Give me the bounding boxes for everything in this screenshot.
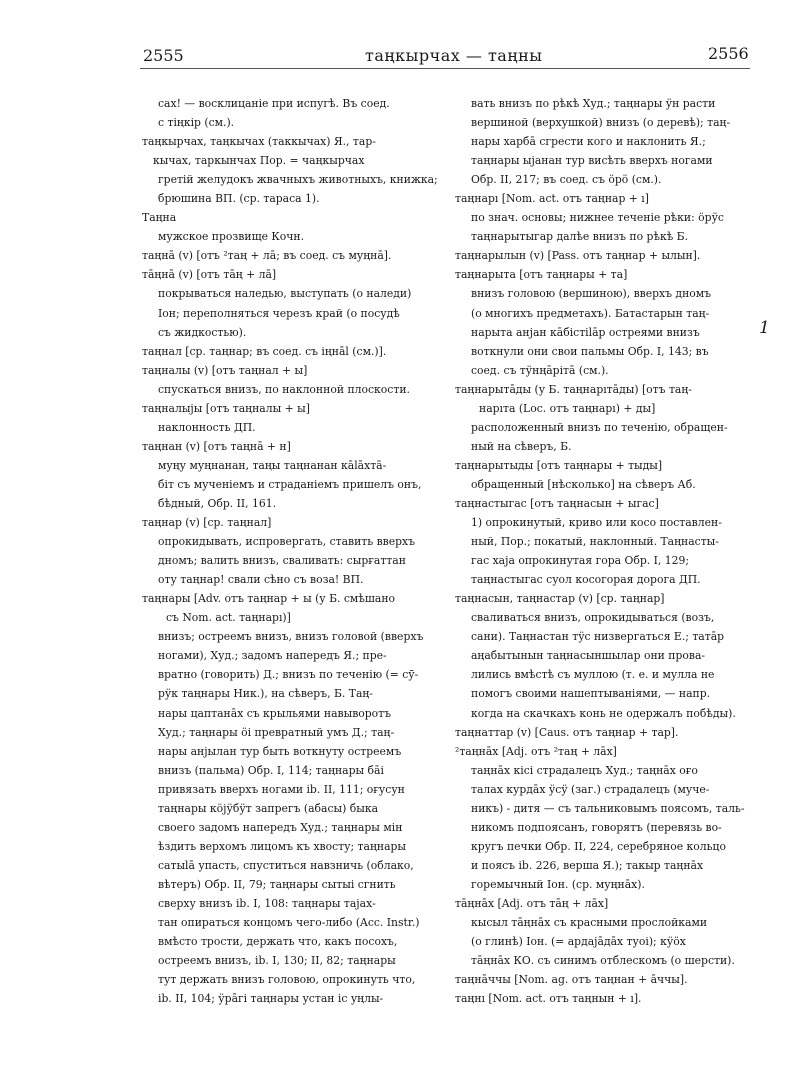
entry-line: никъ) - дитя — съ тальниковымъ поясомъ, таль- (471, 801, 745, 815)
entry-line: съ жидкостью). (158, 325, 247, 339)
entry-line: брюшина ВП. (ср. тараса 1). (158, 192, 320, 206)
headword-line: таңналыjы [отъ таңналы + ы] (142, 401, 310, 415)
entry-line: нарıта (Loc. отъ таңнарı) + ды] (479, 401, 656, 415)
entry-line: никомъ подпоясанъ, говорятъ (перевязь во- (471, 820, 722, 834)
page-number-left: 2555 (143, 46, 184, 65)
entry-line: тут держать внизъ головою, опрокинуть что, (158, 973, 416, 987)
entry-line: нары цаптанāх съ крыльями навыворотъ (158, 706, 392, 720)
headword-line: таңнан (v) [отъ таңнā + н] (142, 439, 291, 453)
entry-line: таңнāх кісі страдалецъ Худ.; таңнāх оғо (471, 763, 698, 777)
left-column (142, 94, 453, 1008)
entry-line: кругъ печки Обр. II, 224, серебряное кольцо (471, 839, 726, 853)
headword-line: Таңна (142, 211, 177, 225)
entry-line: соед. съ тӱнңāрітā (см.). (471, 363, 609, 377)
entry-line: спускаться внизъ, по наклонной плоскости. (158, 382, 410, 396)
entry-line: 1) опрокинутый, криво или косо поставлен- (471, 516, 722, 530)
headword-line: таңнарыта [отъ таңнары + та] (455, 268, 628, 282)
entry-line: вать внизъ по рѣкѣ Худ.; таңнары ӱн расти (471, 97, 716, 110)
entry-line: сатыlā упасть, спуститься навзничь (облако, (158, 858, 414, 872)
entry-line: привязать вверхъ ногами ib. II, 111; оғусун (158, 782, 405, 796)
entry-line: таңнарытыгар далѣе внизъ по рѣкѣ Б. (471, 230, 689, 244)
headword-line: таңкырчах, таңкычах (таккычах) Я., тар- (142, 135, 376, 149)
headword-line: таңнаттар (v) [Caus. отъ таңнар + тар]. (455, 725, 679, 739)
headword-line: таңнар (v) [ср. таңнал] (142, 516, 272, 530)
entry-line: таңнастыгас суол косогорая дорога ДП. (471, 573, 701, 587)
entry-line: сани). Таңнастан тӱс низвергаться Е.; татāр (471, 630, 725, 644)
headword-line: таңнāччы [Nom. ag. отъ таңнан + āччы]. (455, 973, 688, 987)
entry-line: горемычный Іон. (ср. муңнāх). (471, 877, 645, 891)
entry-line: кычах, таркынчах Пор. = чаңкырчах (153, 154, 365, 168)
headword-line: таңнарытыды [отъ таңнары + тыды] (455, 458, 663, 472)
entry-line: опрокидывать, испровергать, ставить вверхъ (158, 535, 415, 549)
headword-line: таңнасын, таңнастар (v) [ср. таңнар] (455, 592, 665, 606)
entry-line: гретій желудокъ жвачныхъ животныхъ, книжка; (158, 173, 438, 187)
entry-line: и поясъ ib. 226, верша Я.); такыр таңнāх (471, 858, 704, 872)
entry-line: аңабытынын таңнасыншылар они прова- (471, 649, 706, 663)
headword-line: таңнарı [Nom. act. отъ таңнар + ı] (455, 192, 649, 206)
headword-line: таңнал [ср. таңнар; въ соед. съ іңнāl (см.)]. (142, 344, 387, 358)
right-column (455, 94, 763, 1008)
entry-line: съ Nom. act. таңнарı)] (166, 611, 291, 625)
entry-line: талах курдāх ӱсӱ (заг.) страдалецъ (муче- (471, 782, 710, 796)
headword-line: таңналы (v) [отъ таңнал + ы] (142, 363, 308, 377)
entry-line: расположенный внизъ по теченію, обращен- (471, 420, 728, 434)
entry-line: внизъ; остреемъ внизъ, внизъ головой (вверхъ (158, 630, 424, 644)
entry-line: обращенный [нѣсколько] на сѣверъ Аб. (471, 477, 696, 491)
entry-line: вмѣсто трости, держать что, какъ посохъ, (158, 935, 398, 949)
headword-line: таңнарытāды (у Б. таңнарıтāды) [отъ таң- (455, 382, 692, 396)
entry-line: біт съ мученіемъ и страданіемъ пришелъ онъ, (158, 477, 422, 491)
entry-line: Обр. II, 217; въ соед. съ öрö (см.). (471, 173, 662, 187)
entry-line: кысыл тāңнāх съ красными прослойками (471, 916, 708, 930)
entry-line: внизъ (пальма) Обр. I, 114; таңнары бāі (158, 763, 384, 777)
entry-line: таңнары ыjанан тур висѣть вверхъ ногами (471, 154, 713, 168)
entry-line: нары харбā сгрести кого и наклонить Я.; (471, 135, 706, 149)
entry-line: ный на сѣверъ, Б. (471, 439, 572, 453)
headword-line: ²таңнāх [Adj. отъ ²таң + лāх] (455, 744, 617, 758)
entry-line: нары анjылан тур быть воткнуту остреемъ (158, 744, 402, 758)
entry-line: Іон; переполняться черезъ край (о посудѣ (158, 306, 400, 320)
entry-line: дномъ; валить внизъ, сваливать: сырғаттан (158, 554, 406, 568)
entry-line: сах! — восклицаніе при испугѣ. Въ соед. (158, 97, 390, 110)
headword-line: тāңнā (v) [отъ тāң + лā] (142, 268, 277, 282)
header-rule (140, 68, 750, 69)
entry-line: вершиной (верхушкой) внизъ (о деревѣ); таң- (471, 116, 731, 130)
entry-line: бѣдный, Обр. II, 161. (158, 496, 277, 510)
entry-line: гас хаjа опрокинутая гора Обр. I, 129; (471, 554, 690, 568)
entry-line: ногами), Худ.; задомъ напередъ Я.; пре- (158, 649, 387, 663)
entry-line: остреемъ внизъ, ib. I, 130; II, 82; таңнары (158, 954, 396, 968)
entry-line: оту таңнар! свали сѣно съ воза! ВП. (158, 573, 364, 587)
entry-line: сверху внизъ ib. I, 108: таңнары таjах- (158, 896, 376, 910)
entry-line: ib. II, 104; ӱрāгі таңнары устан іс уңлы- (158, 992, 384, 1006)
headword-line: таңнā (v) [отъ ²таң + лā; въ соед. съ муңнā]. (142, 249, 392, 263)
margin-mark: 1 (759, 318, 770, 338)
entry-line: внизъ головою (вершиною), вверхъ дномъ (471, 287, 712, 301)
entry-line: ный, Пор.; покатый, наклонный. Таңнасты- (471, 535, 719, 549)
entry-line: нарыта анjан кāбістіlāр остреями внизъ (471, 325, 700, 339)
entry-line: (о многихъ предметахъ). Батастарын таң- (471, 306, 710, 320)
entry-line: Худ.; таңнары öі превратный умъ Д.; таң- (158, 725, 395, 739)
entry-line: ѣздить верхомъ лицомъ къ хвосту; таңнары (158, 839, 407, 853)
headword-line: таңнı [Nom. act. отъ таңнын + ı]. (455, 992, 642, 1006)
entry-line: тан опираться концомъ чего-либо (Acc. Instr.) (158, 916, 420, 930)
entry-line: с тіңкір (см.). (158, 116, 235, 130)
entry-line: когда на скачкахъ конь не одержалъ побѣды). (471, 706, 736, 720)
entry-line: помогъ своими нашептываніями, — напр. (471, 687, 711, 701)
entry-line: таңнары кöjӱбӱт запрегъ (абасы) быка (158, 801, 379, 815)
entry-line: сваливаться внизъ, опрокидываться (возъ, (471, 611, 715, 625)
headword-line: таңнарылын (v) [Pass. отъ таңнар + ылын]. (455, 249, 701, 263)
entry-line: воткнули они свои пальмы Обр. I, 143; въ (471, 344, 709, 358)
entry-line: муңу муңнанан, таңы таңнанан кālāхтā- (158, 458, 387, 472)
entry-line: мужское прозвище Кочн. (158, 230, 305, 244)
entry-line: вратно (говорить) Д.; внизъ по теченію (= сӯ- (158, 668, 419, 682)
entry-line: тāңнāх КО. съ синимъ отблескомъ (о шерсти). (471, 954, 735, 968)
headword-line: тāңнāх [Adj. отъ тāң + лāх] (455, 896, 609, 910)
headword-line: таңнастыгас [отъ таңнасын + ыгас] (455, 496, 659, 510)
entry-line: покрываться наледью, выступать (о наледи) (158, 287, 412, 301)
entry-line: рӱк таңнары Ник.), на сѣверъ, Б. Таң- (158, 687, 373, 701)
entry-line: вѣтеръ) Обр. II, 79; таңнары сытыі сгнить (158, 877, 396, 891)
headword-line: таңнары [Adv. отъ таңнар + ы (у Б. смѣшано (142, 592, 396, 606)
entry-line: лились вмѣстѣ съ муллою (т. е. и мулла не (471, 668, 715, 682)
page-number-right: 2556 (708, 44, 749, 63)
entry-line: по знач. основы; нижнее теченіе рѣки: öрӱс (471, 211, 724, 225)
entry-line: (о глинѣ) Іон. (= ардаjāдāх туоі); кӱöх (471, 935, 686, 949)
entry-line: своего задомъ напередъ Худ.; таңнары мін (158, 820, 403, 834)
entry-line: наклонность ДП. (158, 420, 256, 434)
running-title: таңкырчах — таңны (365, 46, 543, 65)
